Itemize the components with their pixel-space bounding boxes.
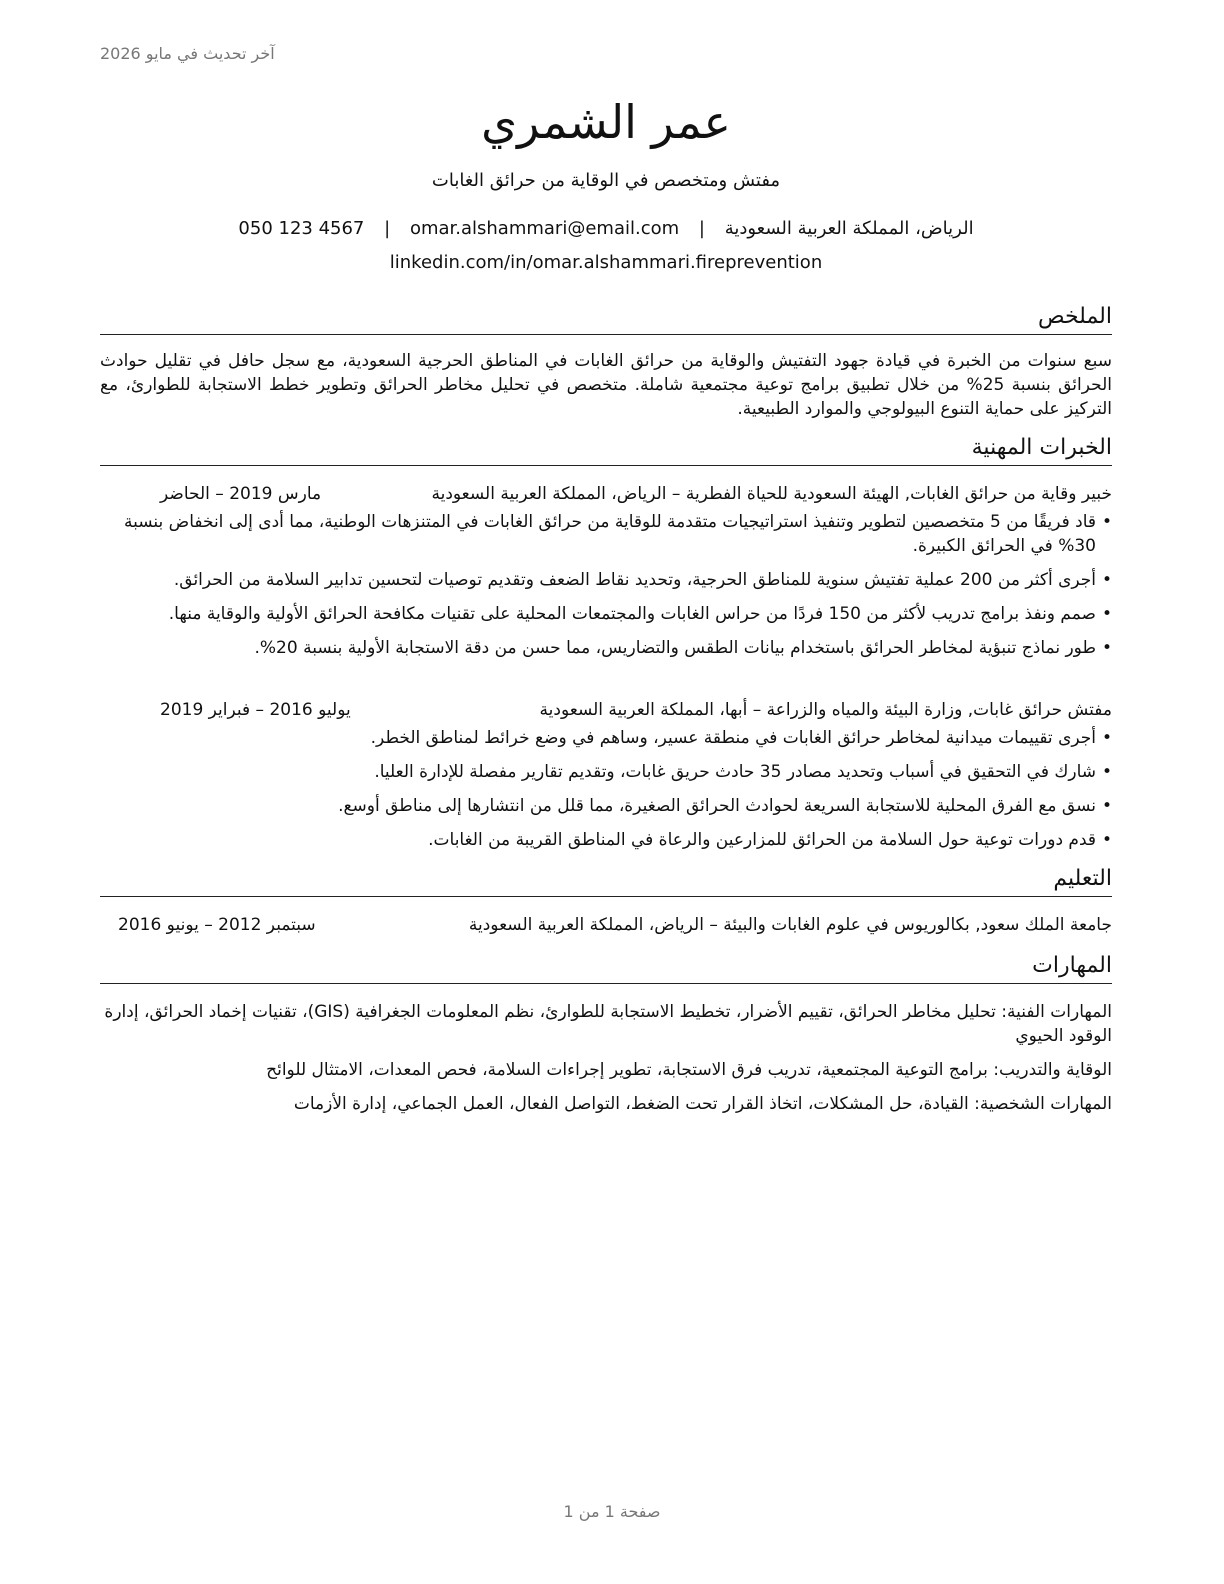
contact-line: [100, 216, 1112, 242]
list-item: • أجرى تقييمات ميدانية لمخاطر حرائق الغابات في منطقة عسير، وساهم في وضع خرائط لمناطق الخطر.: [100, 726, 1112, 750]
education-section: [100, 864, 1112, 937]
experience-section: [100, 433, 1112, 852]
contact-separator: |: [698, 218, 705, 239]
list-item: • طور نماذج تنبؤية لمخاطر الحرائق باستخدام بيانات الطقس والتضاريس، مما حسن من دقة الاستجابة الأولية بنسبة 20%.: [100, 636, 1112, 660]
list-item: • شارك في التحقيق في أسباب وتحديد مصادر 35 حادث حريق غابات، وتقديم تقارير مفصلة للإدارة العليا.: [100, 760, 1112, 784]
job-dates: يوليو 2016 – فبراير 2019: [160, 700, 351, 720]
contact-linkedin[interactable]: linkedin.com/in/omar.alshammari.fireprevention: [389, 252, 823, 273]
skills-section: [100, 951, 1112, 1116]
list-item: • قاد فريقًا من 5 متخصصين لتطوير وتنفيذ استراتيجيات متقدمة للوقاية من حرائق الغابات في المتنزهات الوطنية، مما أدى إلى انخفاض بنسبة 30% في الحرائق الكبيرة.: [100, 510, 1112, 558]
summary-text: سبع سنوات من الخبرة في قيادة جهود التفتيش والوقاية من حرائق الغابات في المناطق الحرجية السعودية، مع سجل حافل في تقليل حوادث الحرائق بنسبة 25% من خلال تطبيق برامج توعية مجتمعية شاملة. متخصص في تحليل مخاطر الحرائق وتطوير خطط الاستجابة للطوارئ، مع التركيز على حماية التنوع البيولوجي والموارد الطبيعية.: [100, 351, 1112, 419]
skills-prevention-training: الوقاية والتدريب: برامج التوعية المجتمعية، تدريب فرق الاستجابة، تطوير إجراءات السلامة، فحص المعدات، الامتثال للوائح: [266, 1060, 1112, 1080]
list-item: • أجرى أكثر من 200 عملية تفتيش سنوية للمناطق الحرجية، وتحديد نقاط الضعف وتقديم توصيات لتحسين تدابير السلامة من الحرائق.: [100, 568, 1112, 592]
list-item: • نسق مع الفرق المحلية للاستجابة السريعة لحوادث الحرائق الصغيرة، مما قلل من انتشارها إلى مناطق أوسع.: [100, 794, 1112, 818]
list-item: • صمم ونفذ برامج تدريب لأكثر من 150 فردًا من حراس الغابات والمجتمعات المحلية على تقنيات مكافحة الحرائق الأولية والوقاية منها.: [100, 602, 1112, 626]
job-title-employer: خبير وقاية من حرائق الغابات, الهيئة السعودية للحياة الفطرية – الرياض، المملكة العربية السعودية: [431, 484, 1112, 504]
job-dates: مارس 2019 – الحاضر: [160, 484, 322, 504]
section-heading-education: التعليم: [100, 864, 1112, 897]
last-updated-note: آخر تحديث في مايو 2026: [100, 44, 275, 63]
education-entry: [100, 913, 1112, 937]
contact-phone: 050 123 4567: [238, 218, 365, 239]
job-title-employer: مفتش حرائق غابات, وزارة البيئة والمياه والزراعة – أبها، المملكة العربية السعودية: [539, 700, 1112, 720]
job-header: [100, 482, 1112, 506]
summary-section: [100, 302, 1112, 421]
education-dates: سبتمبر 2012 – يونيو 2016: [118, 915, 316, 935]
job-header: [100, 698, 1112, 722]
section-heading-summary: الملخص: [100, 302, 1112, 335]
candidate-name: عمر الشمري: [481, 95, 731, 149]
resume-content: [100, 90, 1112, 1116]
contact-email[interactable]: omar.alshammari@email.com: [409, 218, 680, 239]
spacer: [100, 670, 1112, 682]
section-heading-experience: الخبرات المهنية: [100, 433, 1112, 466]
candidate-title: مفتش ومتخصص في الوقاية من حرائق الغابات: [431, 170, 781, 191]
contact-location: الرياض، المملكة العربية السعودية: [724, 218, 974, 239]
job-bullets: [100, 510, 1112, 660]
section-heading-skills: المهارات: [100, 951, 1112, 984]
contact-separator: |: [384, 218, 391, 239]
list-item: • قدم دورات توعية حول السلامة من الحرائق للمزارعين والرعاة في المناطق القريبة من الغابات.: [100, 828, 1112, 852]
education-institution-degree: جامعة الملك سعود, بكالوريوس في علوم الغابات والبيئة – الرياض، المملكة العربية السعودية: [468, 915, 1112, 935]
job-bullets: [100, 726, 1112, 852]
page-number: صفحة 1 من 1: [563, 1502, 661, 1521]
skills-technical: المهارات الفنية: تحليل مخاطر الحرائق، تقييم الأضرار، تخطيط الاستجابة للطوارئ، نظم المعلومات الجغرافية (GIS)، تقنيات إخماد الحرائق، إدارة الوقود الحيوي: [104, 1002, 1112, 1046]
skills-personal: المهارات الشخصية: القيادة، حل المشكلات، اتخاذ القرار تحت الضغط، التواصل الفعال، العمل الجماعي، إدارة الأزمات: [293, 1094, 1112, 1114]
